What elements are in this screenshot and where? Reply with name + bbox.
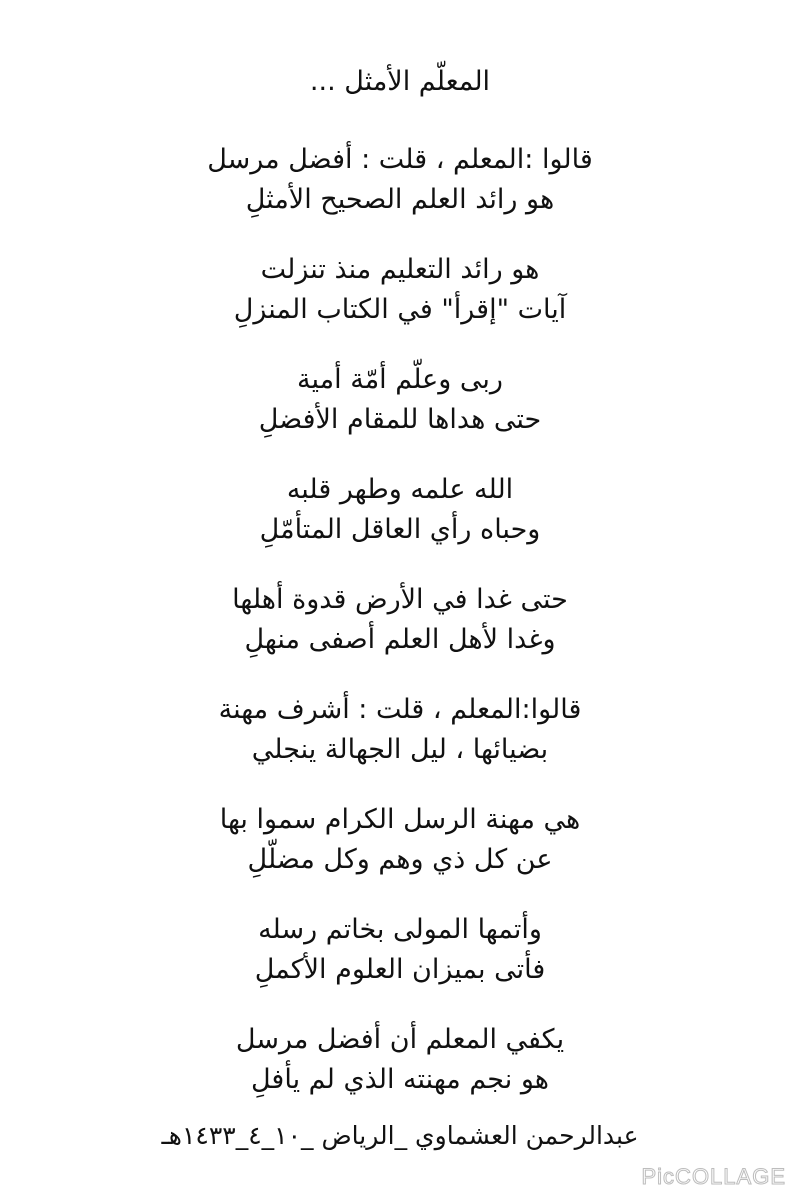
- verse-line: هي مهنة الرسل الكرام سموا بها: [219, 804, 581, 835]
- poem-title: المعلّم الأمثل ...: [309, 66, 491, 97]
- stanza: [0, 580, 800, 690]
- verse-line: آيات "إقرأ" في الكتاب المنزلِ: [233, 294, 567, 325]
- verse-line: قالوا :المعلم ، قلت : أفضل مرسل: [207, 144, 593, 175]
- watermark-logo: PicCOLLAGE: [641, 1164, 786, 1189]
- verse-line: هو نجم مهنته الذي لم يأفلِ: [250, 1064, 549, 1095]
- verse-line: قالوا:المعلم ، قلت : أشرف مهنة: [218, 694, 582, 725]
- verse-line: عن كل ذي وهم وكل مضلّلِ: [247, 844, 553, 875]
- stanza: [0, 470, 800, 580]
- author-signature: عبدالرحمن العشماوي _الرياض _١٠_٤_١٤٣٣هـ: [161, 1121, 639, 1150]
- stanza: [0, 690, 800, 800]
- stanza: [0, 360, 800, 470]
- verse-line: وحباه رأي العاقل المتأمّلِ: [259, 514, 541, 545]
- verse-line: حتى هداها للمقام الأفضلِ: [258, 404, 542, 435]
- verse-line: يكفي المعلم أن أفضل مرسل: [235, 1024, 565, 1055]
- stanza: [0, 800, 800, 910]
- verse-line: فأتى بميزان العلوم الأكملِ: [254, 954, 546, 985]
- stanza: [0, 140, 800, 250]
- verse-line: بضيائها ، ليل الجهالة ينجلي: [251, 734, 549, 765]
- poem-body: [0, 140, 800, 1130]
- verse-line: هو رائد التعليم منذ تنزلت: [260, 254, 540, 285]
- verse-line: الله علمه وطهر قلبه: [286, 474, 514, 505]
- verse-line: وغدا لأهل العلم أصفى منهلِ: [244, 624, 556, 655]
- verse-line: وأتمها المولى بخاتم رسله: [258, 914, 542, 945]
- verse-line: هو رائد العلم الصحيح الأمثلِ: [245, 184, 555, 215]
- verse-line: حتى غدا في الأرض قدوة أهلها: [232, 584, 568, 615]
- stanza: [0, 1020, 800, 1130]
- verse-line: ربى وعلّم أمّة أمية: [297, 364, 503, 395]
- stanza: [0, 250, 800, 360]
- stanza: [0, 910, 800, 1020]
